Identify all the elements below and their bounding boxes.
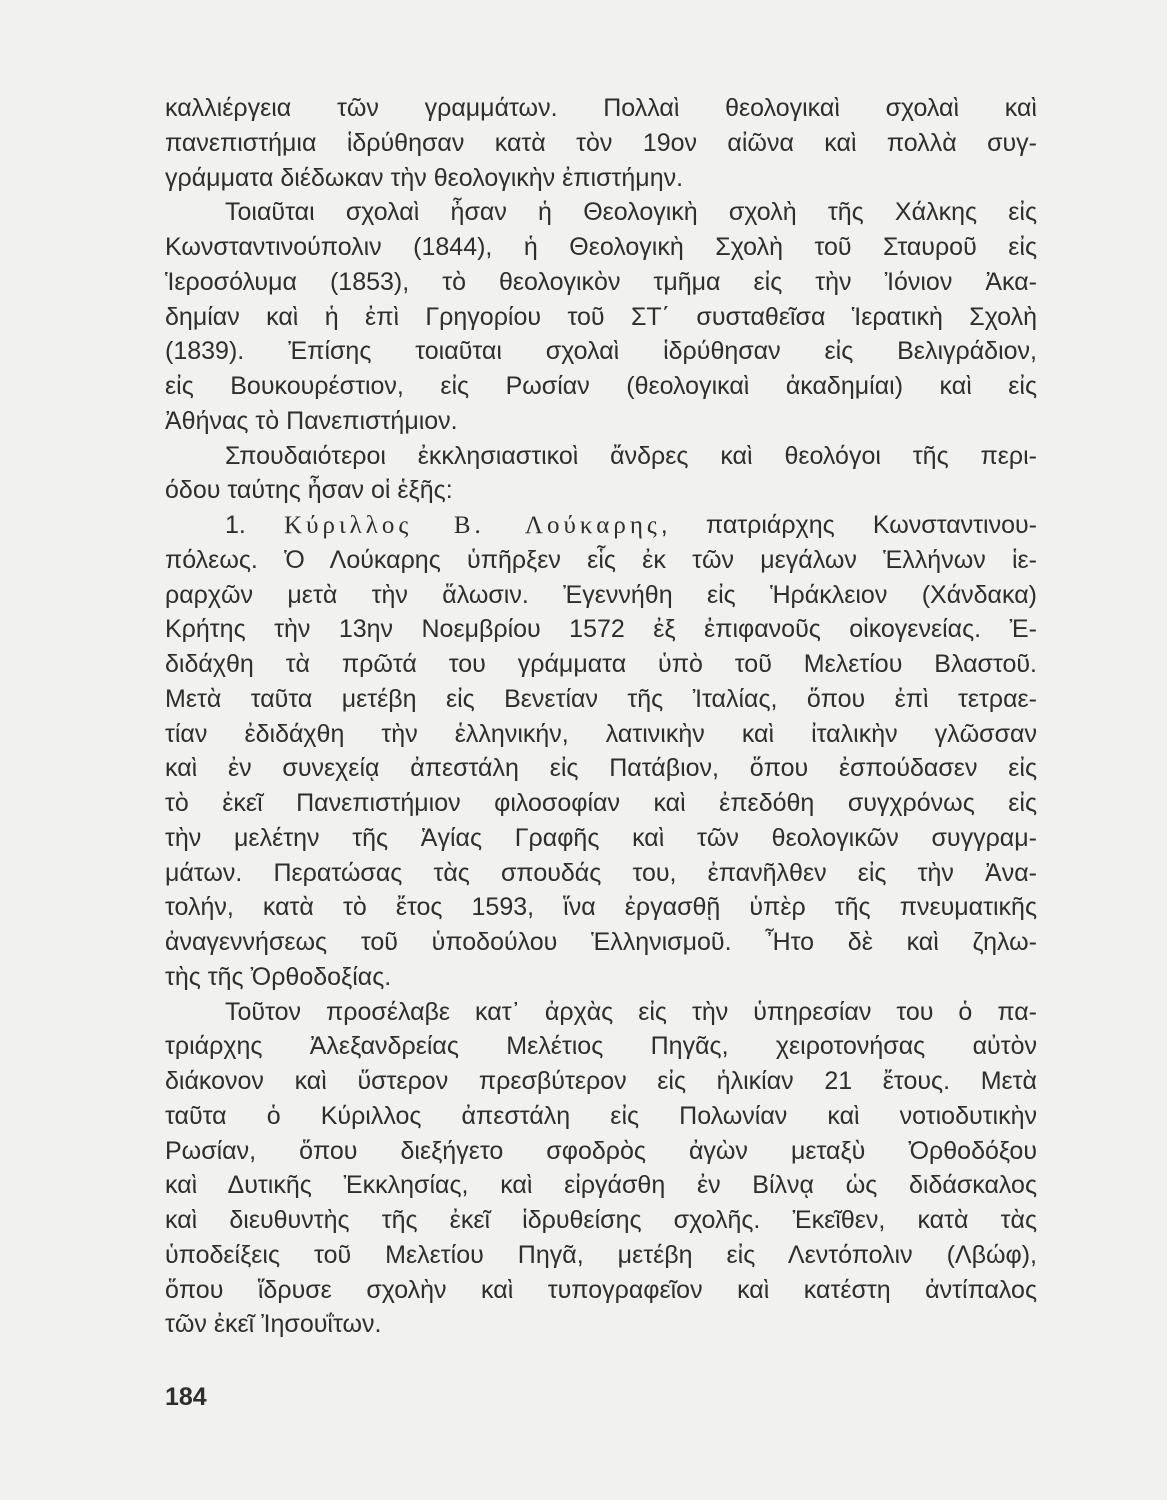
text-line: Τοιαῦται σχολαὶ ἦσαν ἡ Θεολογικὴ σχολὴ τῆς Χάλκης εἰς	[225, 198, 1037, 227]
paragraph	[165, 195, 1037, 438]
text-line: τὴν μελέτην τῆς Ἁγίας Γραφῆς καὶ τῶν θεολογικῶν συγγραμ-	[165, 823, 1037, 852]
text-line: διδάχθη τὰ πρῶτά του γράμματα ὑπὸ τοῦ Μελετίου Βλαστοῦ.	[165, 650, 1037, 678]
text-line: τίαν ἐδιδάχθη τὴν ἑλληνικήν, λατινικὴν καὶ ἰταλικὴν γλῶσσαν	[165, 719, 1037, 748]
text-line: γράμματα διέδωκαν τὴν θεολογικὴν ἐπιστήμην.	[165, 163, 684, 192]
text-line: Ἱεροσόλυμα (1853), τὸ θεολογικὸν τμῆμα εἰς τὴν Ἰόνιον Ἀκα-	[165, 267, 1037, 296]
text-line: Τοῦτον προσέλαβε κατ᾽ ἀρχὰς εἰς τὴν ὑπηρεσίαν του ὁ πα-	[225, 997, 1037, 1026]
text-line: καλλιέργεια τῶν γραμμάτων. Πολλαὶ θεολογικαὶ σχολαὶ καὶ	[165, 94, 1037, 122]
text-line: όδου ταύτης ἦσαν οἱ ἑξῆς:	[165, 476, 453, 505]
person-name: Κύριλλος Β. Λούκαρης	[284, 512, 661, 539]
text-line: εἰς Βουκουρέστιον, εἰς Ρωσίαν (θεολογικαὶ ἀκαδημίαι) καὶ εἰς	[165, 372, 1037, 400]
text-line: Κρήτης τὴν 13ην Νοεμβρίου 1572 ἐξ ἐπιφανοῦς οἰκογενείας. Ἐ-	[165, 615, 1037, 644]
text-line: καὶ ἐν συνεχείᾳ ἀπεστάλη εἰς Πατάβιον, ὅπου ἐσπούδασεν εἰς	[165, 754, 1037, 783]
text-line: μάτων. Περατώσας τὰς σπουδάς του, ἐπανῆλθεν εἰς τὴν Ἀνα-	[165, 858, 1037, 887]
list-number: 1.	[225, 511, 285, 539]
line-text: , πατριάρχης Κωνσταντινου-	[660, 511, 1037, 539]
paragraph	[165, 439, 1037, 509]
text-line	[165, 508, 1037, 543]
text-line: δημίαν καὶ ἡ ἐπὶ Γρηγορίου τοῦ ΣΤ΄ συσταθεῖσα Ἱερατικὴ Σχολὴ	[165, 302, 1037, 331]
text-line: (1839). Ἐπίσης τοιαῦται σχολαὶ ἱδρύθησαν εἰς Βελιγράδιον,	[165, 337, 1037, 366]
text-line: καὶ διευθυντὴς τῆς ἐκεῖ ἱδρυθείσης σχολῆς. Ἐκεῖθεν, κατὰ τὰς	[165, 1206, 1037, 1234]
text-line: πόλεως. Ὁ Λούκαρης ὑπῆρξεν εἷς ἐκ τῶν μεγάλων Ἑλλήνων ἱε-	[165, 545, 1037, 574]
text-line: καὶ Δυτικῆς Ἐκκλησίας, καὶ εἰργάσθη ἐν Βίλνᾳ ὡς διδάσκαλος	[165, 1171, 1037, 1200]
paragraph	[165, 508, 1037, 995]
text-line: τὸ ἐκεῖ Πανεπιστήμιον φιλοσοφίαν καὶ ἐπεδόθη συγχρόνως εἰς	[165, 789, 1037, 817]
text-line: τῶν ἐκεῖ Ἰησουΐτων.	[165, 1310, 382, 1339]
text-line: πανεπιστήμια ἱδρύθησαν κατὰ τὸν 19ον αἰῶνα καὶ πολλὰ συγ-	[165, 128, 1037, 157]
text-line: ταῦτα ὁ Κύριλλος ἀπεστάλη εἰς Πολωνίαν καὶ νοτιοδυτικὴν	[165, 1101, 1037, 1130]
page-number: 184	[165, 1383, 207, 1411]
text-line: τολήν, κατὰ τὸ ἔτος 1593, ἵνα ἐργασθῇ ὑπὲρ τῆς πνευματικῆς	[165, 893, 1037, 922]
text-line: ἀναγεννήσεως τοῦ ὑποδούλου Ἑλληνισμοῦ. Ἦτο δὲ καὶ ζηλω-	[165, 928, 1037, 956]
text-line: ραρχῶν μετὰ τὴν ἅλωσιν. Ἐγεννήθη εἰς Ἡράκλειον (Χάνδακα)	[165, 580, 1037, 609]
text-line: Σπουδαιότεροι ἐκκλησιαστικοὶ ἄνδρες καὶ θεολόγοι τῆς περι-	[225, 441, 1037, 470]
text-line: τριάρχης Ἀλεξανδρείας Μελέτιος Πηγᾶς, χειροτονήσας αὐτὸν	[165, 1032, 1037, 1061]
text-line: διάκονον καὶ ὕστερον πρεσβύτερον εἰς ἡλικίαν 21 ἔτους. Μετὰ	[165, 1067, 1037, 1095]
paragraph	[165, 995, 1037, 1343]
text-line: τὴς τῆς Ὀρθοδοξίας.	[165, 962, 392, 991]
text-line: Ἀθήνας τὸ Πανεπιστήμιον.	[165, 406, 458, 435]
text-line: Ρωσίαν, ὅπου διεξήγετο σφοδρὸς ἀγὼν μεταξὺ Ὀρθοδόξου	[165, 1136, 1037, 1165]
paragraph	[165, 91, 1037, 195]
text-line: ὑποδείξεις τοῦ Μελετίου Πηγᾶ, μετέβη εἰς Λεντόπολιν (Λβώφ),	[165, 1240, 1037, 1269]
text-line: Κωνσταντινούπολιν (1844), ἡ Θεολογικὴ Σχολὴ τοῦ Σταυροῦ εἰς	[165, 233, 1037, 261]
page-body	[165, 91, 1037, 1342]
text-line: ὅπου ἵδρυσε σχολὴν καὶ τυπογραφεῖον καὶ κατέστη ἀντίπαλος	[165, 1275, 1037, 1304]
text-line: Μετὰ ταῦτα μετέβη εἰς Βενετίαν τῆς Ἰταλίας, ὅπου ἐπὶ τετραε-	[165, 684, 1037, 713]
